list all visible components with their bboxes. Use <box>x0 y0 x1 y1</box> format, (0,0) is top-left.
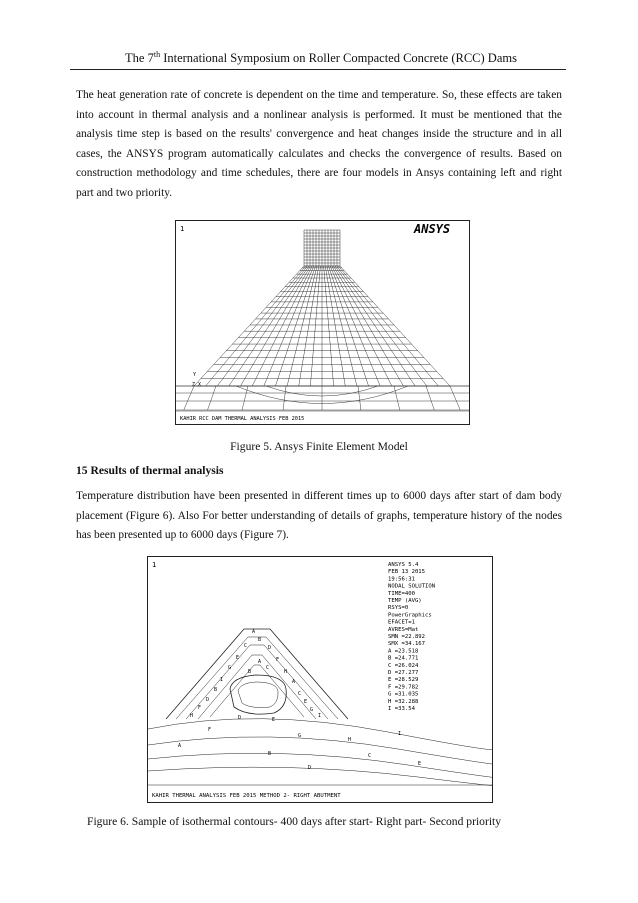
contour-label: F <box>276 657 280 663</box>
core-isotherm-inner <box>238 682 278 708</box>
legend-entry: AVRES=Mat <box>388 626 419 633</box>
isothermal-contour-plot <box>148 557 492 802</box>
contour-label: A <box>178 743 182 749</box>
contour-label: A <box>258 659 262 665</box>
legend-entry: B =24.771 <box>388 655 419 662</box>
header-rule <box>70 69 566 70</box>
contour-label: D <box>238 715 242 721</box>
mesh-fan-line <box>338 266 438 386</box>
contour-label: I <box>318 713 322 719</box>
legend-entry: TIME=400 <box>388 590 415 597</box>
legend-entry: C =26.024 <box>388 662 419 669</box>
dam-outline <box>166 629 348 719</box>
contour-label: F <box>198 705 202 711</box>
figure-5-mesh <box>175 220 470 425</box>
legend-entry: FEB 13 2015 <box>388 569 426 576</box>
header-superscript: th <box>153 50 161 59</box>
contour-label: B <box>214 687 218 693</box>
header-suffix: International Symposium on Roller Compacted Concrete (RCC) Dams <box>160 51 517 66</box>
foundation-isotherm <box>148 753 492 778</box>
mesh-fan-line <box>194 266 304 386</box>
mesh-fan-line <box>329 266 369 386</box>
axis-y-label: Y <box>193 372 197 378</box>
figure-6-caption: Figure 6. Sample of isothermal contours- 400 days after start- Right part- Second priority <box>87 815 502 828</box>
foundation-isotherm <box>148 737 492 765</box>
legend-entry: A =23.518 <box>388 648 419 655</box>
contour-label: C <box>266 665 270 671</box>
mesh-fan-line <box>333 266 403 386</box>
contour-label: B <box>248 669 252 675</box>
contour-label: B <box>258 637 262 643</box>
mesh-fan-line <box>337 266 427 386</box>
mesh-fan-line <box>324 266 334 386</box>
contour-label: D <box>206 697 210 703</box>
paragraph-1: The heat generation rate of concrete is dependent on the time and temperature. So, these effects are taken into account in thermal analysis and a nonlinear analysis is performed. It must be mentioned that the analysis time step is based on the results' convergence and heat changes inside the structure and in all cases, the ANSYS program automatically calculates and checks the convergence of results. Based on construction methodology and time schedules, there are four models in Ansys containing left and right part and two priority. <box>76 89 562 199</box>
mesh-fan-line <box>206 266 306 386</box>
mesh-fan-line <box>264 266 314 386</box>
contour-label: G <box>310 707 314 713</box>
legend-entry: TEMP (AVG) <box>388 598 422 604</box>
mesh-fan-line <box>327 266 357 386</box>
mesh-fan-line <box>340 266 450 386</box>
core-isotherm <box>230 675 286 714</box>
contour-label: E <box>236 655 240 661</box>
header-prefix: The 7 <box>125 51 154 66</box>
mesh-fan-line <box>325 266 345 386</box>
contour-label: C <box>244 643 248 649</box>
legend-entry: H =32.288 <box>388 698 419 705</box>
paragraph-2: Temperature distribution have been presented in different times up to 6000 days after start of dam body placement (Figure 6). Also For better understanding of details of graphs, temperature history of the nodes has been presented up to 6000 days (Figure 7). <box>76 490 562 542</box>
fig5-footer: KAHIR RCC DAM THERMAL ANALYSIS FEB 2015 <box>180 416 305 422</box>
contour-label: E <box>304 699 308 705</box>
foundation-isotherm <box>148 719 492 750</box>
mesh-fan-line <box>252 266 312 386</box>
contour-label: H <box>348 737 352 743</box>
page-header <box>76 50 566 66</box>
contour-label: D <box>308 765 312 771</box>
mesh-fan-line <box>310 266 320 386</box>
contour-label: H <box>190 713 194 719</box>
mesh-fan-line <box>330 266 380 386</box>
contour-label: E <box>418 761 422 767</box>
contour-label: H <box>284 669 288 675</box>
mesh-fan-line <box>287 266 317 386</box>
axis-zx-label: Z X <box>192 382 202 388</box>
mesh-fan-line <box>335 266 415 386</box>
contour-label: C <box>298 691 302 697</box>
mesh-fan-line <box>275 266 315 386</box>
contour-label: D <box>268 645 272 651</box>
legend-entry: G =31.035 <box>388 691 419 698</box>
fig6-footer: KAHIR THERMAL ANALYSIS FEB 2015 METHOD 2- RIGHT ABUTMENT <box>152 793 341 799</box>
legend-entry: ANSYS 5.4 <box>388 562 419 568</box>
figure-6-contours <box>147 556 493 803</box>
section-heading: 15 Results of thermal analysis <box>76 464 224 477</box>
fig6-window-number: 1 <box>152 561 157 569</box>
contour-label: E <box>272 717 276 723</box>
mesh-fan-line <box>299 266 319 386</box>
contour-label: I <box>398 731 402 737</box>
contour-label: G <box>298 733 302 739</box>
finite-element-mesh <box>176 221 469 424</box>
mesh-fan-line <box>241 266 311 386</box>
mesh-fan-line <box>217 266 307 386</box>
legend-entry: EFACET=1 <box>388 619 415 626</box>
legend-entry: SMX =34.167 <box>388 641 426 648</box>
ansys-logo: ANSYS <box>414 222 451 236</box>
legend-entry: F =29.782 <box>388 684 419 691</box>
mesh-fan-line <box>332 266 392 386</box>
legend-entry: I =33.54 <box>388 706 415 712</box>
contour-label: A <box>252 629 256 635</box>
legend-entry: 19:56:31 <box>388 576 415 583</box>
isotherm-shell <box>210 665 304 717</box>
legend-entry: NODAL SOLUTION <box>388 583 436 590</box>
legend-entry: PowerGraphics <box>388 612 432 619</box>
legend-entry: D =27.277 <box>388 670 419 676</box>
legend-entry: SMN =22.892 <box>388 634 426 640</box>
contour-label: C <box>368 753 372 759</box>
legend-entry: E =28.529 <box>388 677 419 684</box>
mesh-fan-line <box>229 266 309 386</box>
fig5-window-number: 1 <box>180 225 185 233</box>
contour-label: G <box>228 665 232 671</box>
contour-label: F <box>208 727 212 733</box>
contour-label: I <box>220 677 224 683</box>
legend-entry: RSYS=0 <box>388 605 409 612</box>
figure-5-caption: Figure 5. Ansys Finite Element Model <box>230 440 408 453</box>
contour-label: B <box>268 751 272 757</box>
contour-label: A <box>292 679 296 685</box>
